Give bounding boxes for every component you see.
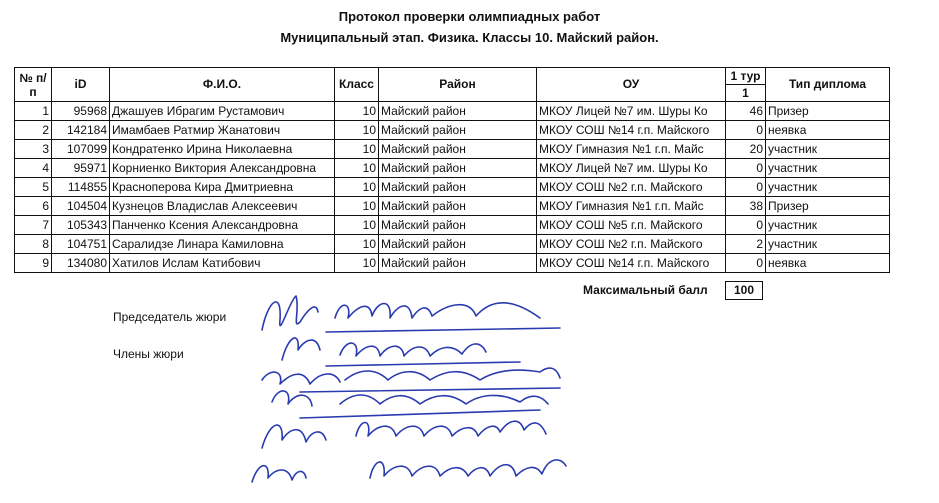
row-fio: Саралидзе Линара Камиловна — [110, 235, 335, 254]
row-diploma: Призер — [766, 102, 890, 121]
row-score: 46 — [726, 102, 766, 121]
row-district: Майский район — [379, 254, 537, 273]
protocol-subtitle: Муниципальный этап. Физика. Классы 10. Майский район. — [280, 30, 659, 45]
row-num: 6 — [15, 197, 52, 216]
member-signature-3 — [272, 391, 312, 406]
row-num: 3 — [15, 140, 52, 159]
row-id: 107099 — [52, 140, 110, 159]
row-fio: Джашуев Ибрагим Рустамович — [110, 102, 335, 121]
member-signature-2 — [262, 372, 340, 384]
max-score-label: Максимальный балл — [583, 283, 708, 297]
row-district: Майский район — [379, 235, 537, 254]
row-school: МКОУ Лицей №7 им. Шуры Ко — [537, 159, 726, 178]
col-header-num: № п/п — [15, 68, 52, 102]
row-diploma: участник — [766, 140, 890, 159]
row-fio: Имамбаев Ратмир Жанатович — [110, 121, 335, 140]
jury-members-label: Члены жюри — [113, 347, 184, 361]
row-fio: Панченко Ксения Александровна — [110, 216, 335, 235]
member-signature-4 — [262, 425, 326, 448]
row-num: 7 — [15, 216, 52, 235]
row-diploma: неявка — [766, 121, 890, 140]
row-district: Майский район — [379, 102, 537, 121]
row-id: 95968 — [52, 102, 110, 121]
row-num: 2 — [15, 121, 52, 140]
row-score: 0 — [726, 159, 766, 178]
row-class: 10 — [335, 197, 379, 216]
col-header-fio: Ф.И.О. — [110, 68, 335, 102]
max-score-value: 100 — [725, 281, 763, 300]
row-num: 1 — [15, 102, 52, 121]
row-fio: Кондратенко Ирина Николаевна — [110, 140, 335, 159]
row-school: МКОУ СОШ №5 г.п. Майского — [537, 216, 726, 235]
row-class: 10 — [335, 140, 379, 159]
row-score: 0 — [726, 121, 766, 140]
row-fio: Корниенко Виктория Александровна — [110, 159, 335, 178]
col-header-diploma: Тип диплома — [766, 68, 890, 102]
row-id: 104504 — [52, 197, 110, 216]
row-score: 20 — [726, 140, 766, 159]
row-district: Майский район — [379, 159, 537, 178]
col-header-tour: 1 тур — [726, 68, 766, 85]
row-school: МКОУ Лицей №7 им. Шуры Ко — [537, 102, 726, 121]
col-header-id: iD — [52, 68, 110, 102]
row-class: 10 — [335, 102, 379, 121]
row-score: 0 — [726, 254, 766, 273]
row-district: Майский район — [379, 216, 537, 235]
row-diploma: неявка — [766, 254, 890, 273]
row-num: 9 — [15, 254, 52, 273]
row-class: 10 — [335, 121, 379, 140]
row-school: МКОУ СОШ №2 г.п. Майского — [537, 178, 726, 197]
row-class: 10 — [335, 235, 379, 254]
row-fio: Хатилов Ислам Катибович — [110, 254, 335, 273]
row-diploma: участник — [766, 178, 890, 197]
row-school: МКОУ СОШ №14 г.п. Майского — [537, 121, 726, 140]
row-num: 5 — [15, 178, 52, 197]
col-header-district: Район — [379, 68, 537, 102]
row-num: 8 — [15, 235, 52, 254]
row-fio: Кузнецов Владислав Алексеевич — [110, 197, 335, 216]
col-header-tour-sub: 1 — [726, 85, 766, 102]
row-id: 134080 — [52, 254, 110, 273]
protocol-title: Протокол проверки олимпиадных работ — [338, 9, 601, 24]
row-id: 114855 — [52, 178, 110, 197]
row-id: 142184 — [52, 121, 110, 140]
row-district: Майский район — [379, 121, 537, 140]
row-score: 0 — [726, 216, 766, 235]
chair-signature — [262, 296, 318, 330]
row-district: Майский район — [379, 140, 537, 159]
jury-chair-label: Председатель жюри — [113, 310, 227, 324]
row-district: Майский район — [379, 197, 537, 216]
row-class: 10 — [335, 216, 379, 235]
col-header-class: Класс — [335, 68, 379, 102]
row-diploma: участник — [766, 216, 890, 235]
row-class: 10 — [335, 159, 379, 178]
row-id: 104751 — [52, 235, 110, 254]
row-school: МКОУ Гимназия №1 г.п. Майс — [537, 197, 726, 216]
row-score: 0 — [726, 178, 766, 197]
row-diploma: участник — [766, 235, 890, 254]
row-fio: Красноперова Кира Дмитриевна — [110, 178, 335, 197]
row-district: Майский район — [379, 178, 537, 197]
member-signature-5 — [252, 466, 306, 482]
row-class: 10 — [335, 178, 379, 197]
row-id: 105343 — [52, 216, 110, 235]
row-diploma: Призер — [766, 197, 890, 216]
row-id: 95971 — [52, 159, 110, 178]
member-signature-1 — [282, 338, 320, 360]
row-class: 10 — [335, 254, 379, 273]
row-score: 2 — [726, 235, 766, 254]
row-score: 38 — [726, 197, 766, 216]
row-school: МКОУ СОШ №2 г.п. Майского — [537, 235, 726, 254]
row-school: МКОУ СОШ №14 г.п. Майского — [537, 254, 726, 273]
row-diploma: участник — [766, 159, 890, 178]
row-num: 4 — [15, 159, 52, 178]
row-school: МКОУ Гимназия №1 г.п. Майс — [537, 140, 726, 159]
col-header-school: ОУ — [537, 68, 726, 102]
